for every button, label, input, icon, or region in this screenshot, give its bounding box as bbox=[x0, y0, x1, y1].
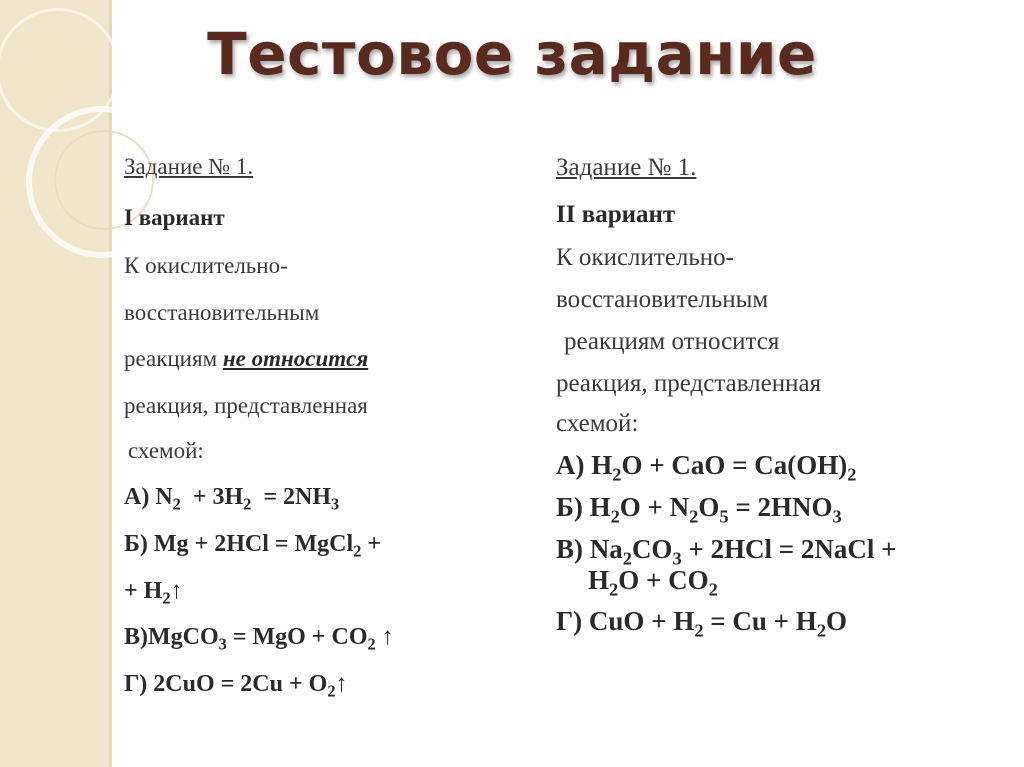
equation-b-continued: + $H_2↑$ bbox=[124, 578, 183, 608]
equation-a: А) $N_2 + 3H_2 = 2NH_3$ bbox=[124, 484, 340, 514]
task-heading: Задание № 1. bbox=[556, 154, 697, 181]
equation-b: Б) $H_2O + N_2O_5 = 2HNO_3$ bbox=[556, 492, 842, 527]
variant-label: II вариант bbox=[556, 201, 676, 228]
question-line: восстановительным bbox=[124, 300, 320, 325]
equation-g: Г) CuO + $H_2 = Cu + H_2O$ bbox=[556, 606, 848, 641]
equation-v-continued: $H_2O + CO_2$ bbox=[588, 565, 718, 600]
task-heading: Задание № 1. bbox=[124, 154, 254, 179]
equation-v: В) $Na_2CO_3 + 2HCl$ = 2NaCl + bbox=[556, 534, 897, 569]
equation-a: А) $H_2O$ + CaO = $Ca(OH)_2$ bbox=[556, 450, 857, 485]
question-line: реакция, представленная bbox=[556, 370, 822, 397]
question-line: реакциям не относится bbox=[124, 346, 369, 371]
negation-emphasis: не относится bbox=[222, 346, 369, 371]
question-line: восстановительным bbox=[556, 286, 769, 313]
question-line: схемой: bbox=[128, 438, 204, 463]
question-line: реакциям относится bbox=[564, 328, 780, 355]
variant-label: I вариант bbox=[124, 205, 225, 230]
equation-g: Г) $2CuO = 2Cu + O_2↑$ bbox=[124, 671, 348, 701]
equation-v: В)MgCO$_3$ = MgO + $CO_2$ ↑ bbox=[124, 624, 394, 654]
question-line: К окислительно- bbox=[124, 253, 288, 278]
slide-title: Тестовое задание bbox=[207, 20, 817, 88]
question-line: схемой: bbox=[556, 410, 639, 437]
equation-b: Б) Mg + 2HCl = MgCl$_2$ + bbox=[124, 531, 382, 561]
question-line: К окислительно- bbox=[556, 244, 735, 271]
question-line: реакция, представленная bbox=[124, 393, 368, 418]
